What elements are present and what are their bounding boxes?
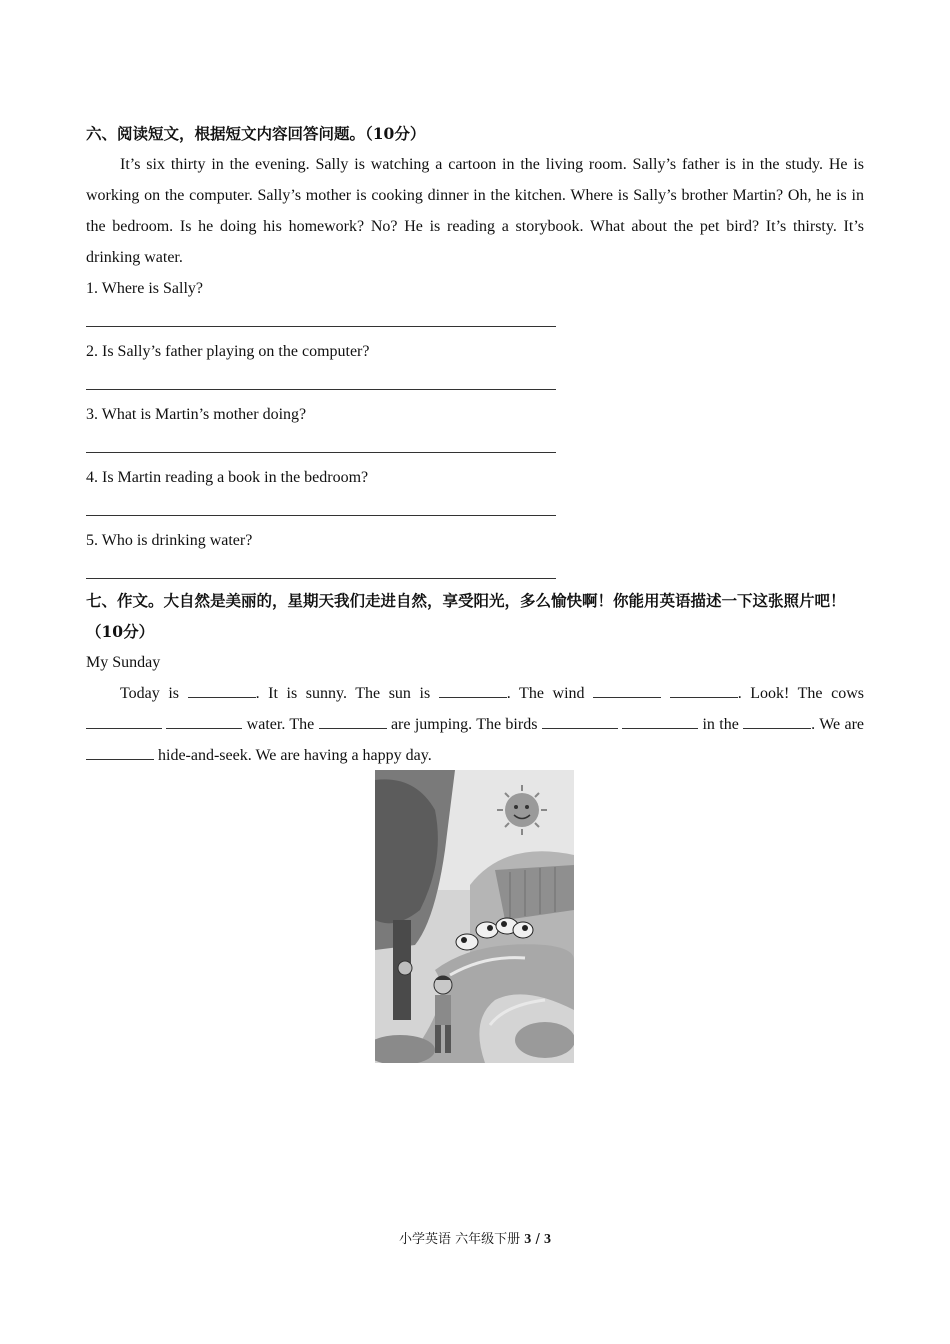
essay-title: My Sunday: [86, 654, 161, 671]
cloze-blank[interactable]: [542, 712, 618, 729]
cloze-blank[interactable]: [622, 712, 698, 729]
section-6-title: 六、阅读短文，根据短文内容回答问题。（10分）: [86, 124, 426, 143]
page-total: 3: [543, 1232, 551, 1247]
nature-scene-illustration: [375, 770, 574, 1063]
answer-line-5[interactable]: [86, 556, 556, 579]
footer-label: 小学英语 六年级下册: [399, 1232, 521, 1247]
cloze-text: . It is sunny. The sun is: [255, 685, 439, 702]
cloze-blank[interactable]: [86, 743, 154, 760]
cloze-text: water. The: [242, 716, 319, 733]
question-1: 1. Where is Sally?: [86, 280, 204, 297]
answer-line-1[interactable]: [86, 304, 556, 327]
answer-line-2[interactable]: [86, 367, 556, 390]
page-number: 3: [524, 1232, 532, 1247]
answer-line-4[interactable]: [86, 493, 556, 516]
cloze-blank[interactable]: [166, 712, 242, 729]
cloze-blank[interactable]: [439, 681, 507, 698]
cloze-text: hide-and-seek. We are having a happy day.: [154, 747, 432, 764]
page-separator: /: [535, 1232, 540, 1247]
question-2: 2. Is Sally’s father playing on the computer?: [86, 343, 370, 360]
cloze-blank[interactable]: [670, 681, 738, 698]
answer-line-3[interactable]: [86, 430, 556, 453]
section-7-title: 七、作文。大自然是美丽的，星期天我们走进自然，享受阳光，多么愉快啊！你能用英语描述一下这张照片吧！（10分）: [86, 591, 846, 641]
page-footer: [0, 1228, 950, 1248]
cloze-blank[interactable]: [319, 712, 387, 729]
worksheet-page: [86, 118, 864, 771]
cloze-blank[interactable]: [86, 712, 162, 729]
cloze-text: . The wind: [506, 685, 594, 702]
essay-cloze: [86, 678, 864, 771]
cloze-text: Today is: [120, 685, 188, 702]
cloze-text: . We are: [811, 716, 865, 733]
reading-passage: It’s six thirty in the evening. Sally is watching a cartoon in the living room. Sally’s father is in the study. He is working on the computer. Sally’s mother is cooking dinner in the kitchen. Where is Sally’s brother Martin? Oh, he is in the bedroom. Is he doing his homework? No? He is reading a storybook. What about the pet bird? It’s thirsty. It’s drinking water.: [86, 156, 864, 266]
cloze-text: in the: [698, 716, 744, 733]
question-5: 5. Who is drinking water?: [86, 532, 253, 549]
question-4: 4. Is Martin reading a book in the bedroom?: [86, 469, 369, 486]
cloze-blank[interactable]: [743, 712, 811, 729]
cloze-blank[interactable]: [188, 681, 256, 698]
cloze-text: are jumping. The birds: [386, 716, 542, 733]
cloze-text: . Look! The cows: [737, 685, 864, 702]
question-3: 3. What is Martin’s mother doing?: [86, 406, 307, 423]
cloze-blank[interactable]: [593, 681, 661, 698]
